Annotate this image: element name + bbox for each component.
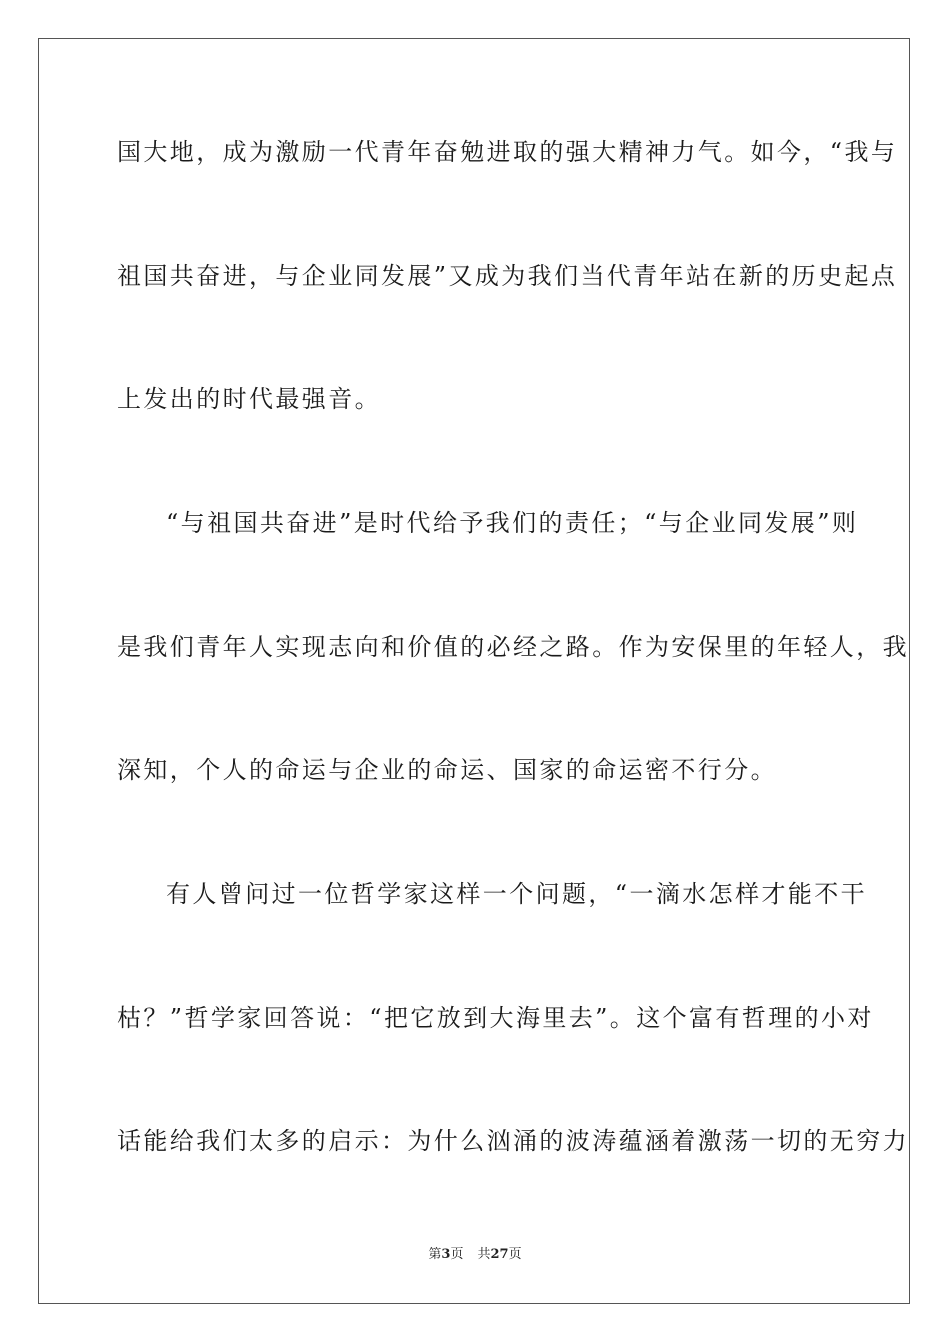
text-line-3: 上发出的时代最强音。 (117, 385, 381, 413)
page-footer (0, 1246, 950, 1264)
text-line-8: 枯？”哲学家回答说：“把它放到大海里去”。这个富有哲理的小对 (117, 1004, 874, 1032)
text-line-4: “与祖国共奋进”是时代给予我们的责任；“与企业同发展”则 (166, 509, 859, 537)
text-line-7: 有人曾问过一位哲学家这样一个问题，“一滴水怎样才能不干 (166, 880, 868, 908)
page-prefix: 第 (428, 1247, 442, 1262)
page-suffix: 页 (450, 1247, 464, 1262)
text-line-1: 国大地，成为激励一代青年奋勉进取的强大精神力气。如今，“我与 (117, 138, 898, 166)
total-suffix: 页 (508, 1247, 522, 1262)
text-line-9: 话能给我们太多的启示：为什么汹涌的波涛蕴涵着激荡一切的无穷力 (117, 1127, 909, 1155)
text-line-6: 深知，个人的命运与企业的命运、国家的命运密不行分。 (117, 756, 777, 784)
text-line-2: 祖国共奋进，与企业同发展”又成为我们当代青年站在新的历史起点 (117, 262, 898, 290)
total-pages: 27 (490, 1247, 509, 1262)
text-line-5: 是我们青年人实现志向和价值的必经之路。作为安保里的年轻人，我 (117, 633, 909, 661)
page-border (38, 38, 910, 1304)
page-number: 3 (441, 1247, 451, 1262)
total-prefix: 共 (477, 1247, 491, 1262)
